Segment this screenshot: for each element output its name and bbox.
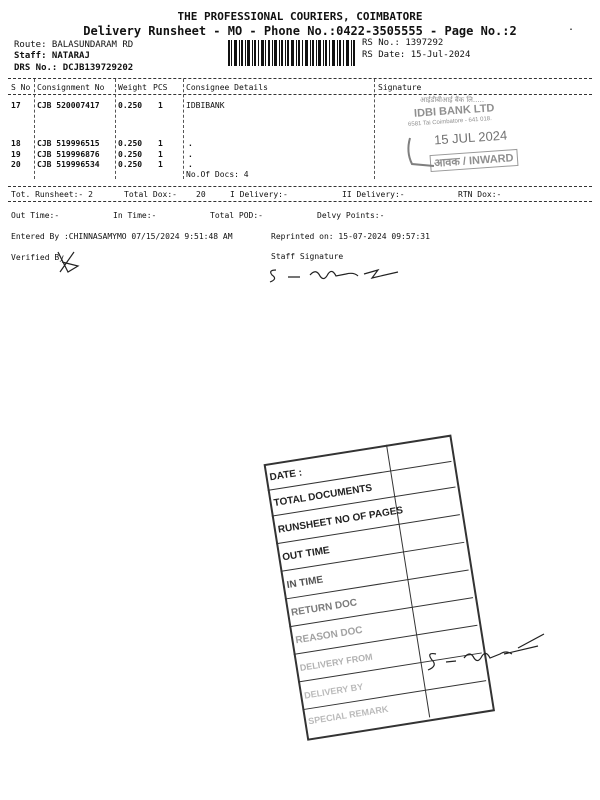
summary-top-rule <box>8 186 592 187</box>
stamp-row-out-time: OUT TIME <box>281 545 331 564</box>
stamp-row-return-doc: RETURN DOC <box>290 597 358 619</box>
verified-signature <box>54 248 82 276</box>
verified-by: Verified By <box>11 253 64 262</box>
col-separator <box>183 79 184 179</box>
delvy-points: Delvy Points:- <box>317 211 385 220</box>
corner-mark: . <box>568 22 575 33</box>
total-dox-label: Total Dox:- <box>124 190 177 199</box>
rs-date: RS Date: 15-Jul-2024 <box>362 50 471 60</box>
row-pcs: 1 <box>158 150 163 159</box>
stamp-row-reason-doc: REASON DOC <box>294 624 364 647</box>
total-dox-value: 20 <box>196 190 206 199</box>
col-separator <box>34 79 35 179</box>
return-stamp <box>264 435 491 737</box>
barcode <box>228 40 356 70</box>
stamp-row-runsheet-pages: RUNSHEET NO OF PAGES <box>277 505 404 536</box>
row-consignment: CJB 519996534 <box>37 160 100 169</box>
runsheet-subtitle: Delivery Runsheet - MO - Phone No.:0422-3505555 - Page No.:2 <box>83 24 517 38</box>
row-weight: 0.250 <box>118 160 143 169</box>
col-pcs: PCS <box>153 83 168 92</box>
ii-delivery: II Delivery:- <box>342 190 405 199</box>
row-weight: 0.250 <box>118 101 143 110</box>
col-sno: S No <box>11 83 31 92</box>
col-signature: Signature <box>378 83 422 92</box>
rs-number: RS No.: 1397292 <box>362 38 444 48</box>
row-sno: 18 <box>11 139 21 148</box>
company-title: THE PROFESSIONAL COURIERS, COIMBATORE <box>177 10 423 23</box>
stamp-row-total-documents: TOTAL DOCUMENTS <box>272 482 373 510</box>
row-weight: 0.250 <box>118 150 143 159</box>
row-pcs: 1 <box>158 101 163 110</box>
stamp-row-date: DATE : <box>268 467 303 484</box>
row-consignment: CJB 519996876 <box>37 150 100 159</box>
reprinted-on: Reprinted on: 15-07-2024 09:57:31 <box>271 232 430 241</box>
stamp-row-in-time: IN TIME <box>285 574 324 592</box>
stamp-row-delivery-by: DELIVERY BY <box>303 681 364 701</box>
col-consignee: Consignee Details <box>186 83 268 92</box>
row-consignee: IDBIBANK <box>186 101 225 110</box>
drs-label: DRS No.: DCJB139729202 <box>14 63 134 73</box>
row-pcs: 1 <box>158 160 163 169</box>
row-sno: 17 <box>11 101 21 110</box>
stamp-inward: आवक / INWARD <box>430 149 519 172</box>
stamp-row-special-remark: SPECIAL REMARK <box>307 703 389 727</box>
stamp-signature <box>418 624 548 674</box>
row-sno: 19 <box>11 150 21 159</box>
stamp-bank-address: 6581 Tai Coimbatore - 641 018. <box>407 116 493 128</box>
row-consignee: . <box>188 139 193 148</box>
row-consignee: . <box>188 150 193 159</box>
staff-signature-label: Staff Signature <box>271 252 344 261</box>
i-delivery: I Delivery:- <box>230 190 288 199</box>
stamp-bracket <box>404 134 444 170</box>
tot-runsheet: Tot. Runsheet:- 2 <box>11 190 93 199</box>
route-label: Route: BALASUNDARAM RD <box>14 40 134 50</box>
row-pcs: 1 <box>158 139 163 148</box>
entered-by: Entered By :CHINNASAMYMO 07/15/2024 9:51:48 AM <box>11 232 233 241</box>
staff-label: Staff: NATARAJ <box>14 51 90 61</box>
stamp-row-delivery-from: DELIVERY FROM <box>299 651 374 674</box>
in-time: In Time:- <box>113 211 157 220</box>
row-weight: 0.250 <box>118 139 143 148</box>
out-time: Out Time:- <box>11 211 60 220</box>
row-consignee: . <box>188 160 193 169</box>
stamp-date: 15 JUL 2024 <box>433 127 508 148</box>
row-consignment: CJB 519996515 <box>37 139 100 148</box>
summary-bottom-rule <box>8 201 592 202</box>
table-top-rule <box>8 78 592 79</box>
col-weight: Weight <box>118 83 147 92</box>
col-separator <box>115 79 116 179</box>
staff-signature <box>266 262 406 288</box>
stamp-bank-name: IDBI BANK LTD <box>413 102 495 120</box>
row-consignment: CJB 520007417 <box>37 101 100 110</box>
col-consignment: Consignment No <box>37 83 105 92</box>
stamp-hindi-text: आईडीबीआई बैंक लि..... <box>420 96 485 104</box>
total-pod: Total POD:- <box>210 211 263 220</box>
rtn-dox: RTN Dox:- <box>458 190 502 199</box>
col-separator <box>374 79 375 179</box>
no-of-docs: No.Of Docs: 4 <box>186 170 249 179</box>
bank-received-stamp <box>398 94 528 174</box>
row-sno: 20 <box>11 160 21 169</box>
